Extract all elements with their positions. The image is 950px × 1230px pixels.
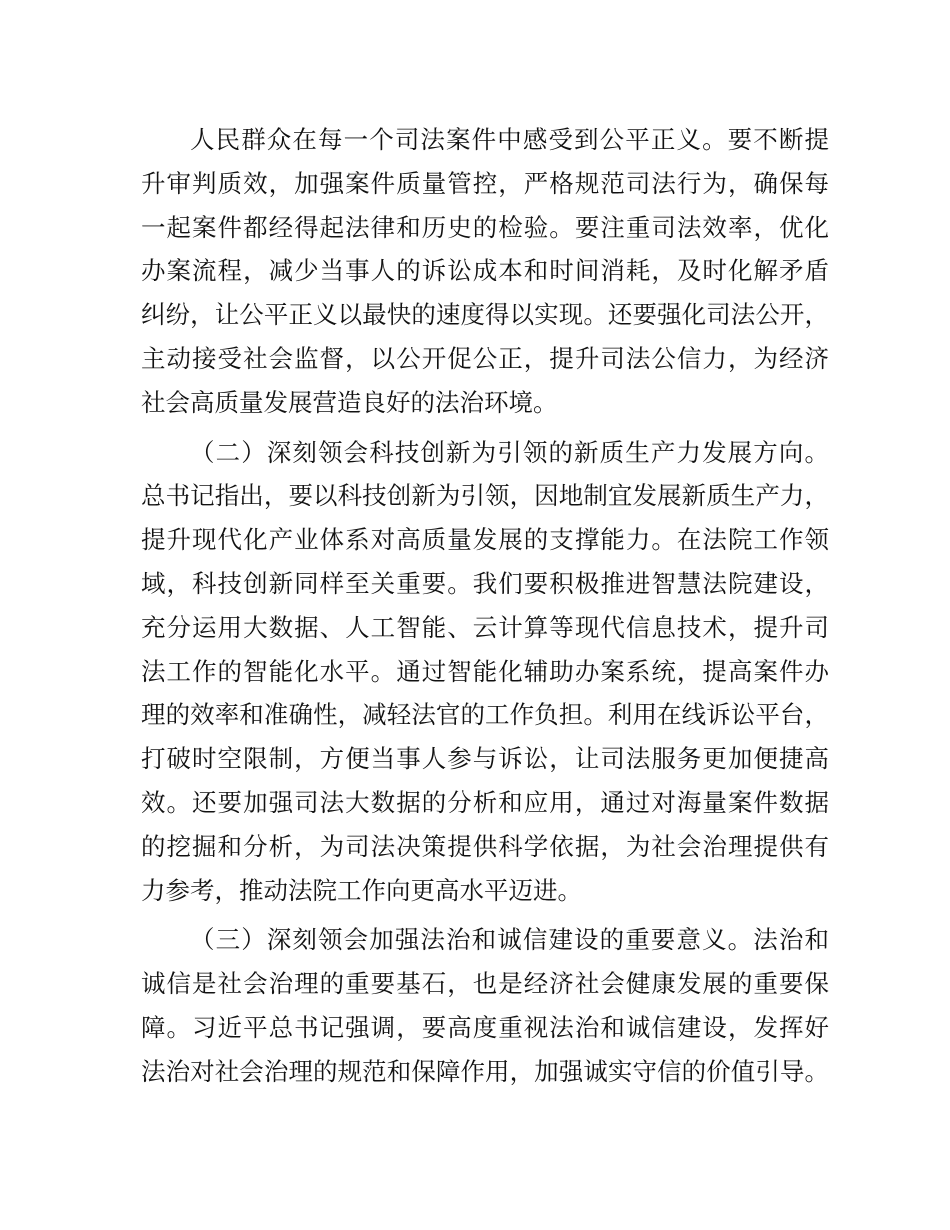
text-line: 力参考，推动法院工作向更高水平迈进。 — [141, 875, 582, 905]
paragraph-2 — [141, 431, 841, 913]
text-line: 人民群众在每一个司法案件中感受到公平正义。要不断提 — [190, 125, 829, 154]
text-line: 的挖掘和分析，为司法决策提供科学依据，为社会治理提供有 — [141, 831, 829, 861]
text-line: 一起案件都经得起法律和历史的检验。要注重司法效率，优化 — [141, 212, 829, 242]
text-line: 障。习近平总书记强调，要高度重视法治和诚信建设，发挥好 — [141, 1012, 829, 1042]
text-line: 效。还要加强司法大数据的分析和应用，通过对海量案件数据 — [141, 787, 829, 817]
document-body — [141, 118, 841, 1094]
text-line: 法治对社会治理的规范和保障作用，加强诚实守信的价值引导。 — [141, 1056, 829, 1086]
text-line: 办案流程，减少当事人的诉讼成本和时间消耗，及时化解矛盾 — [141, 256, 829, 286]
text-line: 充分运用大数据、人工智能、云计算等现代信息技术，提升司 — [141, 612, 829, 642]
text-line: 法工作的智能化水平。通过智能化辅助办案系统，提高案件办 — [141, 656, 829, 686]
text-line: 社会高质量发展营造良好的法治环境。 — [141, 387, 558, 417]
text-line: 纠纷，让公平正义以最快的速度得以实现。还要强化司法公开， — [141, 300, 829, 330]
paragraph-3 — [141, 918, 841, 1093]
text-line: 升审判质效，加强案件质量管控，严格规范司法行为，确保每 — [141, 168, 829, 198]
text-line: 诚信是社会治理的重要基石，也是经济社会健康发展的重要保 — [141, 969, 829, 999]
text-line: 主动接受社会监督，以公开促公正，提升司法公信力，为经济 — [141, 343, 829, 373]
text-line: 理的效率和准确性，减轻法官的工作负担。利用在线诉讼平台， — [141, 700, 829, 730]
text-line: 域，科技创新同样至关重要。我们要积极推进智慧法院建设， — [141, 568, 829, 598]
section-heading-line: （三）深刻领会加强法治和诚信建设的重要意义。法治和 — [190, 925, 829, 955]
text-line: 总书记指出，要以科技创新为引领，因地制宜发展新质生产力， — [141, 481, 829, 511]
text-line: 提升现代化产业体系对高质量发展的支撑能力。在法院工作领 — [141, 525, 829, 555]
paragraph-1 — [141, 118, 841, 425]
text-line: 打破时空限制，方便当事人参与诉讼，让司法服务更加便捷高 — [141, 744, 829, 774]
section-heading-line: （二）深刻领会科技创新为引领的新质生产力发展方向。 — [190, 437, 829, 467]
